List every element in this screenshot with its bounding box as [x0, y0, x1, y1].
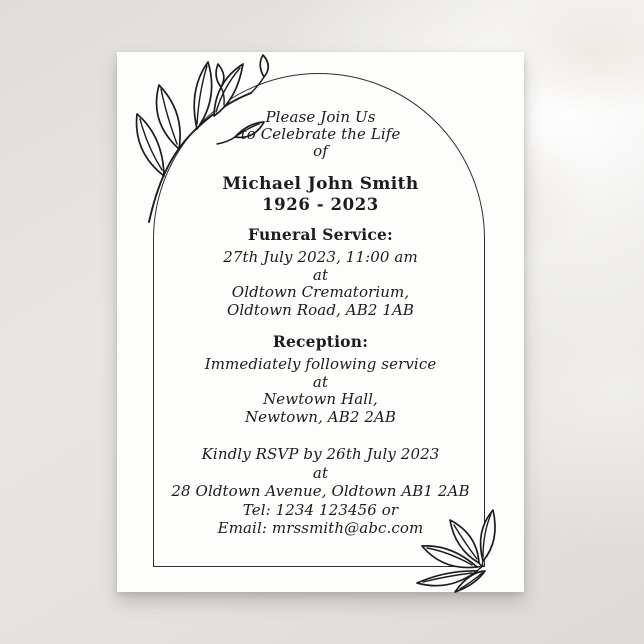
- reception-detail-line: at: [312, 372, 329, 391]
- reception-detail-line: Newtown, AB2 2AB: [244, 407, 397, 426]
- deceased-name: Michael John Smith: [222, 174, 419, 194]
- invitation-content: [157, 52, 484, 538]
- funeral-detail-line: Oldtown Road, AB2 1AB: [226, 300, 415, 319]
- intro-line: to Celebrate the Life: [240, 125, 401, 143]
- rsvp-line: Email: mrssmith@abc.com: [217, 519, 424, 537]
- intro-line: of: [313, 142, 328, 160]
- funeral-service-details: [157, 249, 484, 319]
- intro-line: Please Join Us: [265, 108, 376, 126]
- rsvp-line: Tel: 1234 123456 or: [242, 500, 399, 519]
- reception-detail-line: Immediately following service: [204, 355, 437, 373]
- funeral-detail-line: at: [312, 265, 329, 284]
- rsvp-line: Kindly RSVP by 26th July 2023: [201, 445, 440, 463]
- intro-block: [157, 109, 484, 160]
- funeral-invitation-card: [117, 52, 524, 592]
- life-years: 1926 - 2023: [262, 195, 379, 214]
- rsvp-block: [157, 445, 484, 538]
- reception-details: [157, 356, 484, 426]
- rsvp-line: at: [312, 463, 329, 482]
- reception-heading: Reception:: [272, 332, 369, 351]
- funeral-detail-line: Oldtown Crematorium,: [231, 283, 410, 301]
- rsvp-line: 28 Oldtown Avenue, Oldtown AB1 2AB: [171, 482, 470, 500]
- funeral-detail-line: 27th July 2023, 11:00 am: [223, 248, 418, 266]
- funeral-service-heading: Funeral Service:: [248, 225, 393, 244]
- reception-detail-line: Newtown Hall,: [263, 390, 378, 408]
